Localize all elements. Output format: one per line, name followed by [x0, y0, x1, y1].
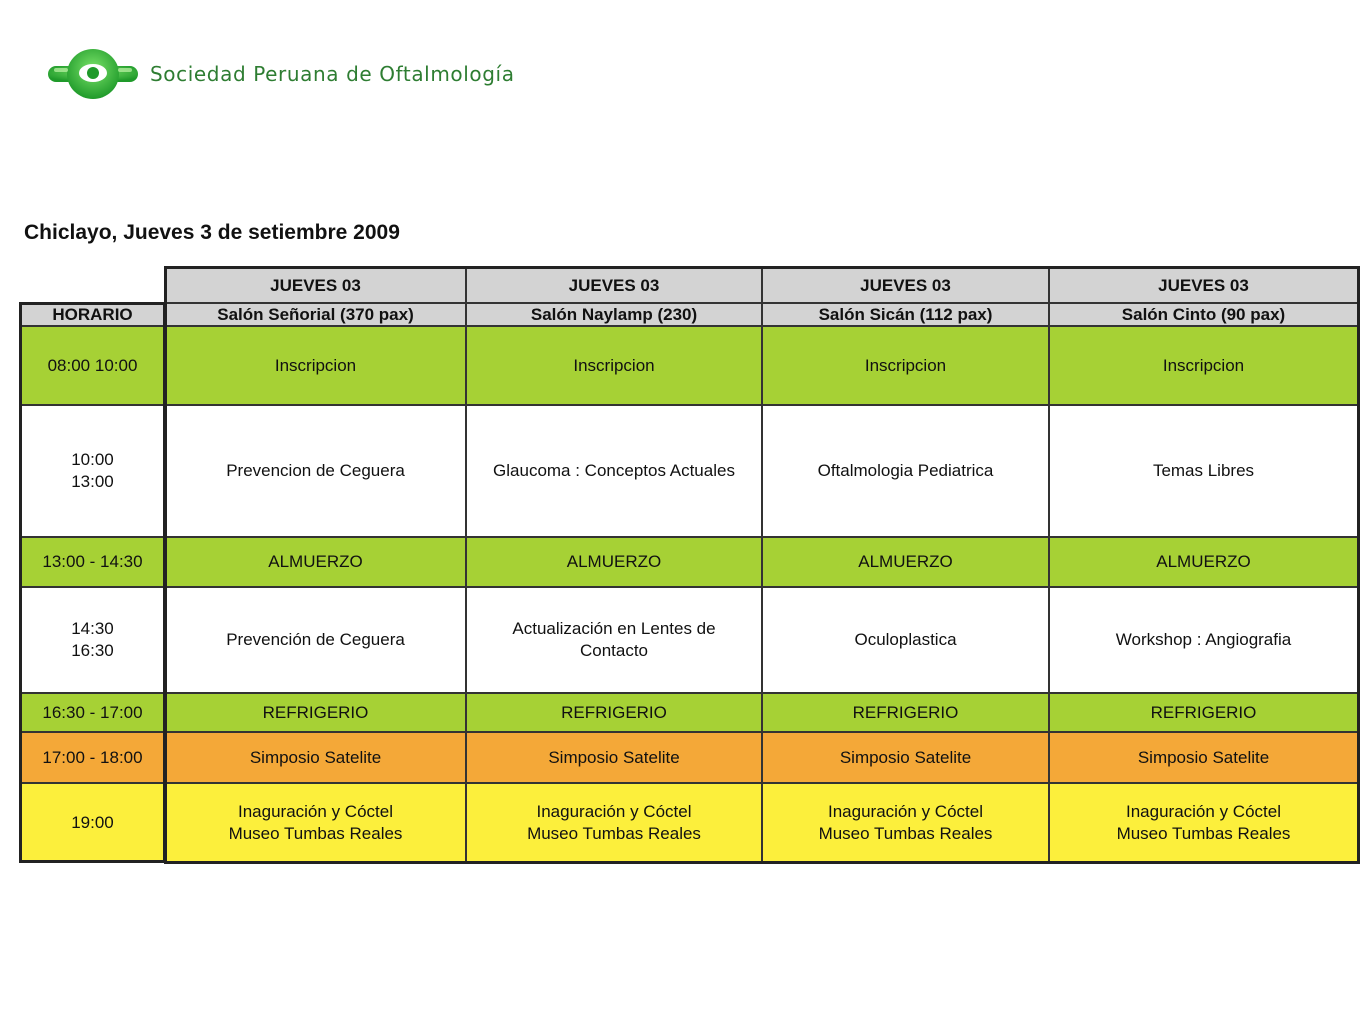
session-cell: Oftalmologia Pediatrica [762, 405, 1049, 537]
session-cell: Inscripcion [466, 326, 762, 405]
day-header: JUEVES 03 [1049, 268, 1358, 303]
session-cell: Temas Libres [1049, 405, 1358, 537]
time-cell: 10:00 13:00 [20, 405, 165, 537]
day-header: JUEVES 03 [762, 268, 1049, 303]
horario-header: HORARIO [20, 303, 165, 326]
time-cell: 13:00 - 14:30 [20, 537, 165, 587]
session-cell: ALMUERZO [1049, 537, 1358, 587]
day-header: JUEVES 03 [165, 268, 466, 303]
session-cell: Simposio Satelite [1049, 732, 1358, 783]
room-header: Salón Cinto (90 pax) [1049, 303, 1358, 326]
session-cell: Inscripcion [1049, 326, 1358, 405]
session-cell: ALMUERZO [466, 537, 762, 587]
session-cell: Actualización en Lentes de Contacto [466, 587, 762, 693]
time-cell: 14:30 16:30 [20, 587, 165, 693]
session-cell: REFRIGERIO [466, 693, 762, 732]
session-cell: Inaguración y Cóctel Museo Tumbas Reales [762, 783, 1049, 863]
session-cell: Inaguración y Cóctel Museo Tumbas Reales [1049, 783, 1358, 863]
time-cell: 16:30 - 17:00 [20, 693, 165, 732]
session-cell: Inscripcion [762, 326, 1049, 405]
session-cell: Prevención de Ceguera [165, 587, 466, 693]
time-cell: 08:00 10:00 [20, 326, 165, 405]
session-cell: ALMUERZO [165, 537, 466, 587]
room-header: Salón Naylamp (230) [466, 303, 762, 326]
session-cell: REFRIGERIO [762, 693, 1049, 732]
session-cell: Inscripcion [165, 326, 466, 405]
room-header: Salón Señorial (370 pax) [165, 303, 466, 326]
eye-emblem-icon [46, 46, 140, 102]
day-header: JUEVES 03 [466, 268, 762, 303]
time-cell: 19:00 [20, 783, 165, 863]
time-cell: 17:00 - 18:00 [20, 732, 165, 783]
session-cell: Inaguración y Cóctel Museo Tumbas Reales [466, 783, 762, 863]
session-cell: Prevencion de Ceguera [165, 405, 466, 537]
session-cell: REFRIGERIO [165, 693, 466, 732]
session-cell: ALMUERZO [762, 537, 1049, 587]
session-cell: REFRIGERIO [1049, 693, 1358, 732]
page-title: Chiclayo, Jueves 3 de setiembre 2009 [24, 221, 400, 244]
session-cell: Oculoplastica [762, 587, 1049, 693]
session-cell: Simposio Satelite [466, 732, 762, 783]
session-cell: Simposio Satelite [762, 732, 1049, 783]
session-cell: Inaguración y Cóctel Museo Tumbas Reales [165, 783, 466, 863]
session-cell: Workshop : Angiografia [1049, 587, 1358, 693]
organization-name: Sociedad Peruana de Oftalmología [150, 62, 515, 86]
session-cell: Simposio Satelite [165, 732, 466, 783]
room-header: Salón Sicán (112 pax) [762, 303, 1049, 326]
session-cell: Glaucoma : Conceptos Actuales [466, 405, 762, 537]
